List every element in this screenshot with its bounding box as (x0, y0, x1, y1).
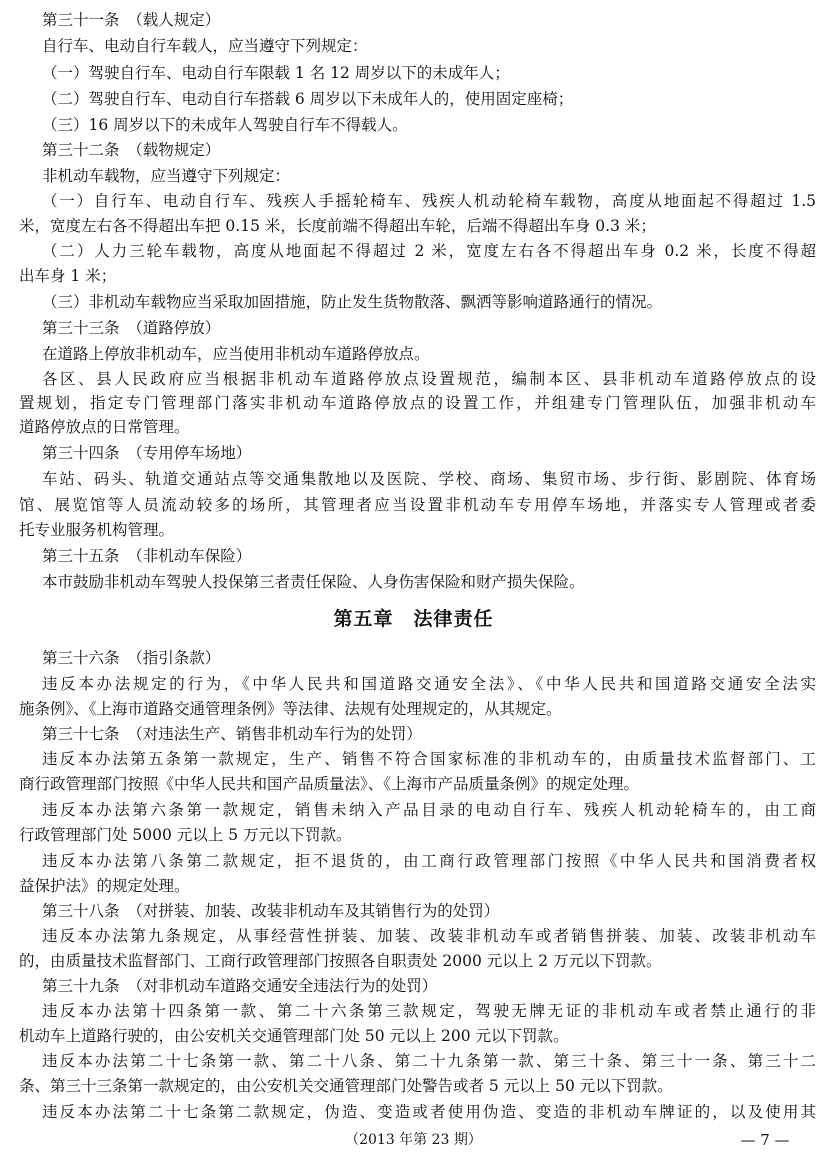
paragraph-line: 违反本办法第九条规定，从事经营性拼装、加装、改装非机动车或者销售拼装、加装、改装非机动车 (42, 927, 816, 945)
paragraph-line: （二）人力三轮车载物，高度从地面起不得超过 2 米，宽度左右各不得超出车身 0.2 米，长度不得超 (42, 242, 816, 260)
paragraph-line: 违反本办法规定的行为，《中华人民共和国道路交通安全法》、《中华人民共和国道路交通安全法实 (42, 675, 816, 693)
paragraph-line: 违反本办法第二十七条第一款、第二十八条、第二十九条第一款、第三十条、第三十一条、第三十二 (42, 1052, 816, 1070)
paragraph-line: 非机动车载物，应当遵守下列规定： (42, 167, 291, 185)
page-number: — 7 — (740, 1131, 790, 1149)
paragraph-line: 托专业服务机构管理。 (19, 521, 175, 539)
paragraph-line: 出车身 1 米； (19, 267, 117, 285)
issue-label: （2013 年第 23 期） (345, 1132, 482, 1148)
paragraph-line: （三）16 周岁以下的未成年人驾驶自行车不得载人。 (42, 116, 408, 134)
paragraph-line: 违反本办法第五条第一款规定，生产、销售不符合国家标准的非机动车的，由质量技术监督部门、工 (42, 750, 816, 768)
paragraph-line: 机动车上道路行驶的，由公安机关交通管理部门处 50 元以上 200 元以下罚款。 (19, 1027, 569, 1045)
paragraph-line: 各区、县人民政府应当根据非机动车道路停放点设置规范，编制本区、县非机动车道路停放点的设 (42, 370, 816, 388)
paragraph-line: （二）驾驶自行车、电动自行车搭载 6 周岁以下未成年人的，使用固定座椅； (42, 90, 574, 108)
paragraph-line: 自行车、电动自行车载人，应当遵守下列规定： (42, 37, 368, 55)
article-33-heading: 第三十三条 （道路停放） (42, 319, 221, 337)
article-32-heading: 第三十二条 （载物规定） (42, 141, 221, 159)
article-31-heading: 第三十一条 （载人规定） (42, 11, 221, 29)
paragraph-line: 违反本办法第六条第一款规定，销售未纳入产品目录的电动自行车、残疾人机动轮椅车的，由工商 (42, 801, 816, 819)
paragraph-line: 馆、展览馆等人员流动较多的场所，其管理者应当设置非机动车专用停车场地，并落实专人管理或者委 (19, 496, 816, 514)
chapter-title: 第五章 法律责任 (333, 608, 494, 630)
paragraph-line: 道路停放点的日常管理。 (19, 418, 190, 436)
article-34-heading: 第三十四条 （专用停车场地） (42, 444, 252, 462)
article-35-heading: 第三十五条 （非机动车保险） (42, 547, 252, 565)
article-38-heading: 第三十八条 （对拼装、加装、改装非机动车及其销售行为的处罚） (42, 902, 500, 920)
paragraph-line: 施条例》、《上海市道路交通管理条例》等法律、法规有处理规定的，从其规定。 (19, 700, 562, 718)
article-37-heading: 第三十七条 （对违法生产、销售非机动车行为的处罚） (42, 725, 422, 743)
paragraph-line: 违反本办法第八条第二款规定，拒不退货的，由工商行政管理部门按照《中华人民共和国消费者权 (42, 852, 816, 870)
paragraph-line: （三）非机动车载物应当采取加固措施，防止发生货物散落、飘洒等影响道路通行的情况。 (42, 293, 663, 311)
paragraph-line: 本市鼓励非机动车驾驶人投保第三者责任保险、人身伤害保险和财产损失保险。 (42, 573, 585, 591)
paragraph-line: 在道路上停放非机动车，应当使用非机动车道路停放点。 (42, 345, 430, 363)
article-36-heading: 第三十六条 （指引条款） (42, 649, 221, 667)
paragraph-line: 违反本办法第二十七条第二款规定，伪造、变造或者使用伪造、变造的非机动车牌证的，以及使用其 (42, 1103, 816, 1121)
paragraph-line: 米，宽度左右各不得超出车把 0.15 米，长度前端不得超出车轮，后端不得超出车身 0.3 米； (19, 217, 656, 235)
paragraph-line: 车站、码头、轨道交通站点等交通集散地以及医院、学校、商场、集贸市场、步行街、影剧院、体育场 (42, 470, 816, 488)
paragraph-line: 商行政管理部门按照《中华人民共和国产品质量法》、《上海市产品质量条例》的规定处理。 (19, 775, 640, 793)
paragraph-line: （一）驾驶自行车、电动自行车限载 1 名 12 周岁以下的未成年人； (42, 64, 510, 82)
paragraph-line: 违反本办法第十四条第一款、第二十六条第三款规定，驾驶无牌无证的非机动车或者禁止通行的非 (42, 1002, 816, 1020)
paragraph-line: 益保护法》的规定处理。 (19, 877, 190, 895)
paragraph-line: 置规划，指定专门管理部门落实非机动车道路停放点的设置工作，并组建专门管理队伍，加强非机动车 (19, 394, 816, 412)
paragraph-line: 条、第三十三条第一款规定的，由公安机关交通管理部门处警告或者 5 元以上 50 元以下罚款。 (19, 1077, 673, 1095)
paragraph-line: 的，由质量技术监督部门、工商行政管理部门按照各自职责处 2000 元以上 2 万元以下罚款。 (19, 952, 662, 970)
paragraph-line: （一）自行车、电动自行车、残疾人手摇轮椅车、残疾人机动轮椅车载物，高度从地面起不得超过 1.5 (42, 192, 816, 210)
article-39-heading: 第三十九条 （对非机动车道路交通安全违法行为的处罚） (42, 977, 438, 995)
paragraph-line: 行政管理部门处 5000 元以上 5 万元以下罚款。 (19, 826, 352, 844)
